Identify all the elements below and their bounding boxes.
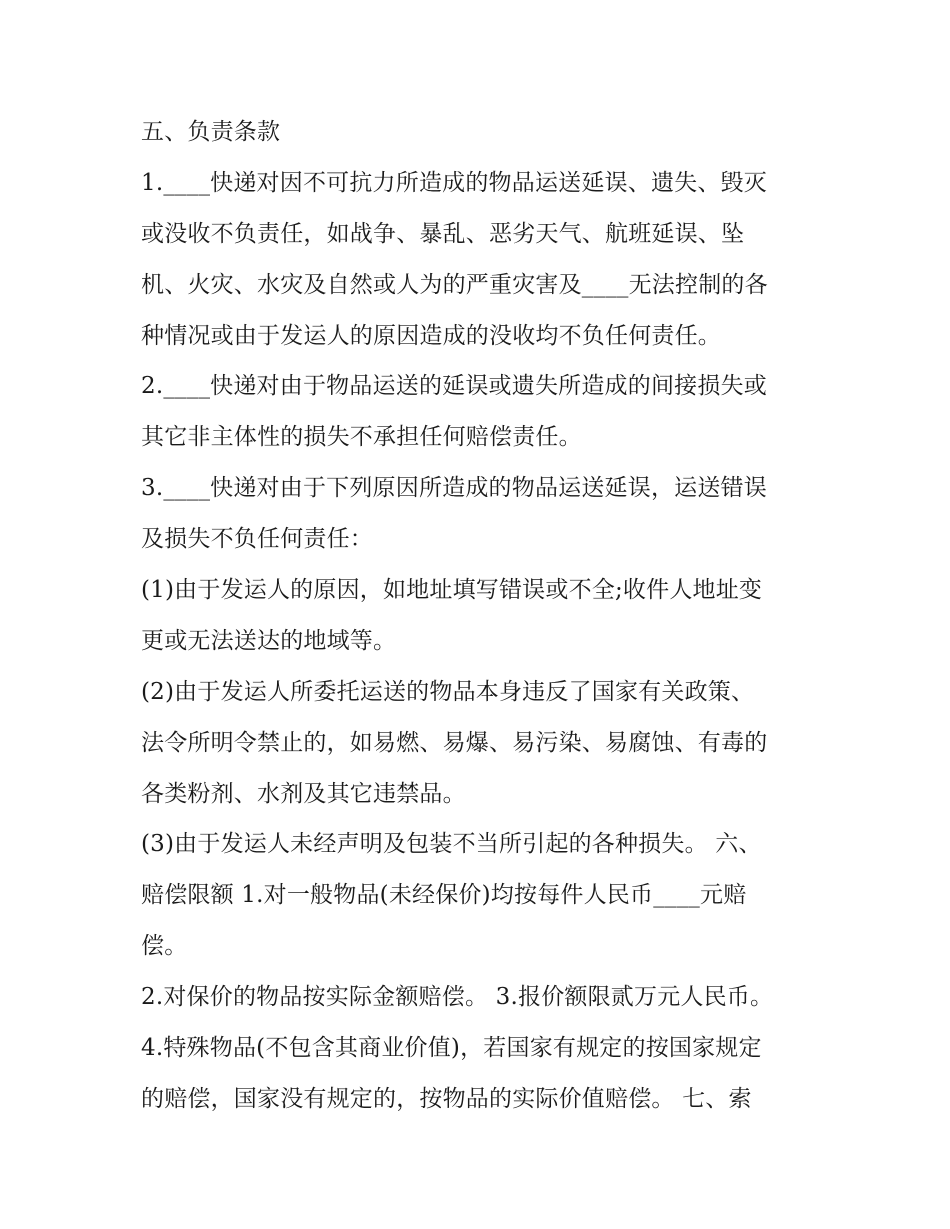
text-line: 2.对保价的物品按实际金额赔偿。 3.报价额限贰万元人民币。: [141, 984, 774, 1011]
text-line: 法令所明令禁止的，如易燃、易爆、易污染、易腐蚀、有毒的: [141, 729, 768, 756]
text-line: 3.____快递对由于下列原因所造成的物品运送延误，运送错误: [141, 475, 767, 502]
text-line: (1)由于发运人的原因，如地址填写错误或不全;收件人地址变: [141, 577, 763, 604]
text-line: 各类粉剂、水剂及其它违禁品。: [141, 780, 466, 807]
text-line: 及损失不负任何责任：: [141, 526, 373, 553]
text-line: 4.特殊物品(不包含其商业价值)，若国家有规定的按国家规定: [141, 1035, 762, 1062]
text-line: 机、火灾、水灾及自然或人为的严重灾害及____无法控制的各: [141, 271, 768, 298]
text-line: 种情况或由于发运人的原因造成的没收均不负任何责任。: [141, 322, 721, 349]
text-line: 其它非主体性的损失不承担任何赔偿责任。: [141, 424, 582, 451]
text-line: 或没收不负责任，如战争、暴乱、恶劣天气、航班延误、坠: [141, 220, 745, 247]
document-body: [141, 107, 821, 1125]
text-line: 1.____快递对因不可抗力所造成的物品运送延误、遗失、毁灭: [141, 169, 767, 196]
text-line: 的赔偿，国家没有规定的，按物品的实际价值赔偿。 七、索: [141, 1085, 752, 1112]
section-heading-responsibility: 五、负责条款: [141, 119, 281, 145]
text-line: 赔偿限额 1.对一般物品(未经保价)均按每件人民币____元赔: [141, 882, 747, 909]
text-line: (3)由于发运人未经声明及包装不当所引起的各种损失。 六、: [141, 831, 762, 858]
text-line: 偿。: [141, 933, 188, 960]
text-line: (2)由于发运人所委托运送的物品本身违反了国家有关政策、: [141, 678, 755, 705]
text-line: 2.____快递对由于物品运送的延误或遗失所造成的间接损失或: [141, 373, 767, 400]
text-line: 更或无法送达的地域等。: [141, 627, 397, 654]
